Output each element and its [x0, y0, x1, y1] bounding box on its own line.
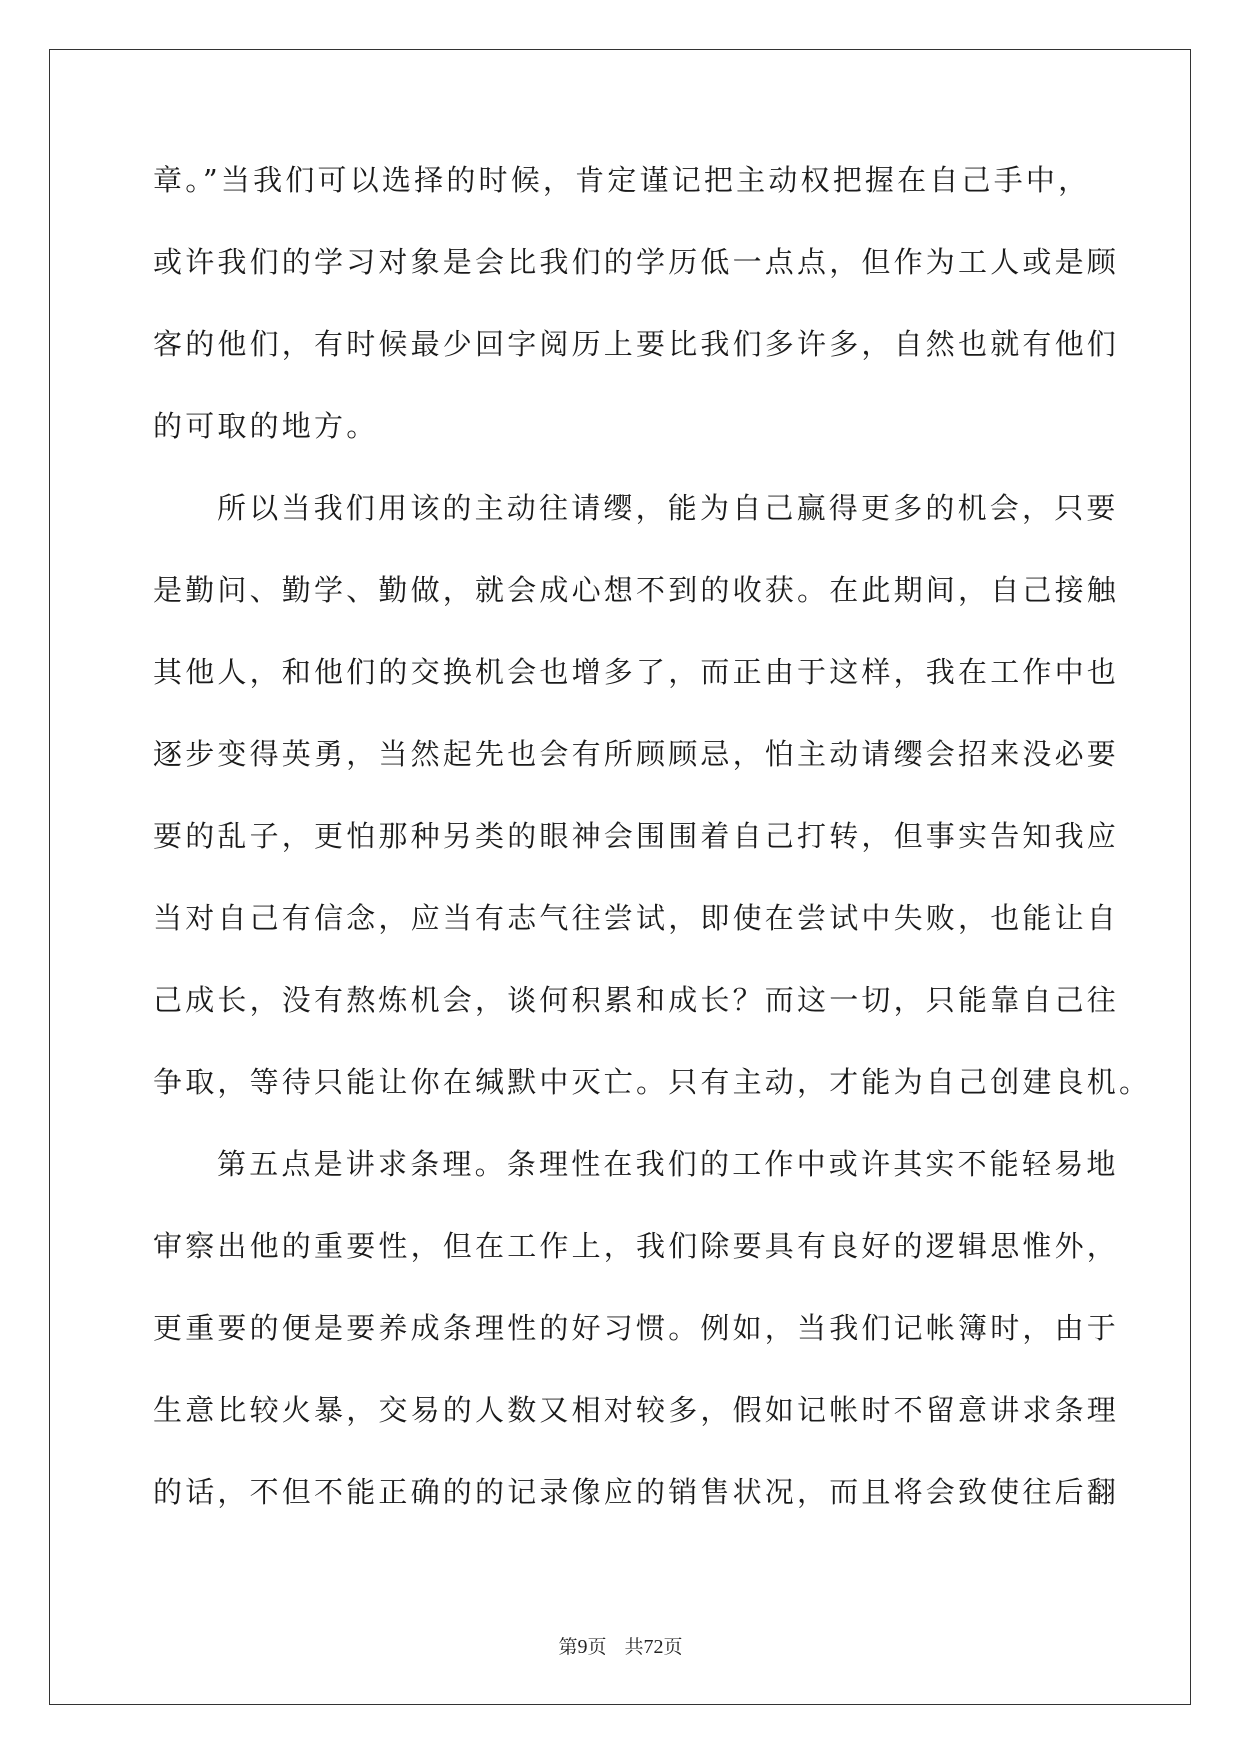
text-line: 是勤问、勤学、勤做，就会成心想不到的收获。在此期间，自己接触 — [153, 573, 1120, 607]
text-line: 争取，等待只能让你在缄默中灭亡。只有主动，才能为自己创建良机。 — [153, 1065, 1152, 1099]
text-line: 的可取的地方。 — [153, 409, 379, 443]
text-line: 逐步变得英勇，当然起先也会有所顾顾忌，怕主动请缨会招来没必要 — [153, 737, 1120, 771]
page-suffix: 页 — [587, 1636, 607, 1658]
text-line: 生意比较火暴，交易的人数又相对较多，假如记帐时不留意讲求条理 — [153, 1393, 1120, 1427]
text-line: 更重要的便是要养成条理性的好习惯。例如，当我们记帐簿时，由于 — [153, 1311, 1120, 1345]
page-prefix: 第 — [558, 1636, 578, 1658]
text-line: 当对自己有信念，应当有志气往尝试，即使在尝试中失败，也能让自 — [153, 901, 1120, 935]
paragraph-first-line: 第五点是讲求条理。条理性在我们的工作中或许其实不能轻易地 — [217, 1147, 1119, 1181]
text-line: 审察出他的重要性，但在工作上，我们除要具有良好的逻辑思惟外， — [153, 1229, 1120, 1263]
text-line: 要的乱子，更怕那种另类的眼神会围围着自己打转，但事实告知我应 — [153, 819, 1120, 853]
page-footer — [0, 1632, 1241, 1659]
text-line: 其他人，和他们的交换机会也增多了，而正由于这样，我在工作中也 — [153, 655, 1120, 689]
text-line: 的话，不但不能正确的的记录像应的销售状况，而且将会致使往后翻 — [153, 1475, 1120, 1509]
body-text — [153, 162, 1152, 1556]
total-pages: 72 — [643, 1636, 664, 1658]
text-line: 或许我们的学习对象是会比我们的学历低一点点，但作为工人或是顾 — [153, 245, 1120, 279]
text-line: 客的他们，有时候最少回字阅历上要比我们多许多，自然也就有他们 — [153, 327, 1120, 361]
text-line: 章。”当我们可以选择的时候，肯定谨记把主动权把握在自己手中， — [153, 163, 1091, 197]
text-line: 己成长，没有熬炼机会，谈何积累和成长？而这一切，只能靠自己往 — [153, 983, 1120, 1017]
total-prefix: 共 — [624, 1636, 644, 1658]
paragraph-first-line: 所以当我们用该的主动往请缨，能为自己赢得更多的机会，只要 — [217, 491, 1119, 525]
total-suffix: 页 — [663, 1636, 683, 1658]
page-number: 9 — [577, 1636, 588, 1658]
